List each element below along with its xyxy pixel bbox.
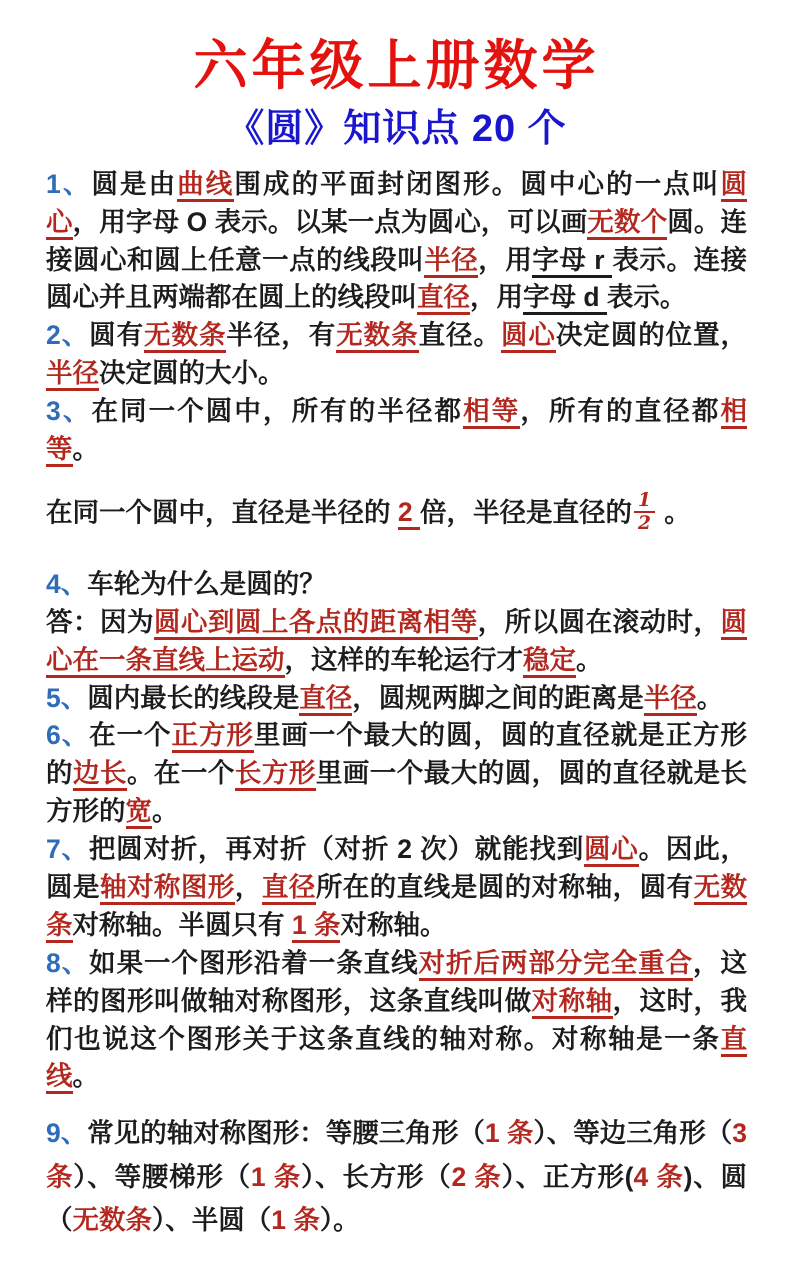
highlight-red-underline: 半径 <box>46 358 99 391</box>
text-run: 里画一个最大的圆，圆的直径就是长方形的 <box>46 758 748 827</box>
text-run: ，用字母 O 表示。以某一点为圆心，可以画 <box>72 206 588 237</box>
paragraph-p4-answer <box>46 604 747 680</box>
highlight-red-underline: 半径 <box>644 683 697 716</box>
highlight-red: 无数条 <box>72 1204 152 1235</box>
doc-paragraphs <box>46 166 747 1242</box>
text-run: ）、正方形( <box>501 1161 634 1192</box>
text-run: ）、半圆（ <box>152 1204 272 1235</box>
text-run: 半径，有 <box>226 320 337 351</box>
text-run: 。因此，圆是 <box>46 834 748 902</box>
paragraph-p6 <box>46 717 747 831</box>
highlight-red: 1 条 <box>271 1204 320 1235</box>
highlight-red-underline: 无数条 <box>336 320 418 353</box>
highlight-red-underline: 直径 <box>417 282 470 315</box>
text-run: ，这样的车轮运行才 <box>284 644 523 675</box>
text-run: 所在的直线是圆的对称轴，圆有 <box>315 871 694 902</box>
text-run: 。 <box>72 434 99 465</box>
paragraph-p1 <box>46 166 747 318</box>
highlight-red-underline: 2 <box>398 497 420 530</box>
highlight-red: 3 条 <box>46 1118 747 1192</box>
highlight-red-underline: 边长 <box>73 758 127 791</box>
text-run: 。 <box>656 497 691 528</box>
paragraph-p7 <box>46 831 747 945</box>
highlight-red: 1 条 <box>484 1118 534 1149</box>
text-run: 圆有 <box>89 320 145 351</box>
highlight-red-underline: 1 条 <box>292 910 341 943</box>
point-number: 1、 <box>46 168 92 199</box>
text-run: ，用 <box>470 282 523 313</box>
text-run: ，这样的图形叫做轴对称图形，这条直线叫做 <box>46 947 747 1016</box>
highlight-red-underline: 轴对称图形 <box>100 872 235 905</box>
text-run: ）、等腰梯形（ <box>73 1161 251 1192</box>
text-run: 在同一个圆中，直径是半径的 <box>46 497 398 528</box>
text-run: 。 <box>72 1061 99 1092</box>
highlight-red-underline: 圆心 <box>501 320 556 353</box>
highlight-red-underline: 相等 <box>46 396 747 467</box>
point-number: 9、 <box>46 1118 88 1149</box>
highlight-red-underline: 稳定 <box>523 645 576 678</box>
text-run: 里画一个最大的圆，圆的直径就是正方形的 <box>46 720 748 789</box>
text-run: 。在一个 <box>126 758 235 789</box>
text-run: 答：因为 <box>46 606 154 637</box>
text-run: 。 <box>576 644 603 675</box>
text-run: 对称轴。半圆只有 <box>72 909 292 940</box>
paragraph-p3 <box>46 393 747 469</box>
text-run: ，用 <box>478 244 533 275</box>
text-run: 圆是由 <box>91 168 178 199</box>
paragraph-p4 <box>46 566 747 604</box>
text-run: 。 <box>696 682 724 713</box>
highlight-red-underline: 圆心 <box>584 834 639 867</box>
highlight-red-underline: 半径 <box>424 245 478 278</box>
text-run: 直径。 <box>418 320 501 351</box>
fraction-denominator: 2 <box>637 513 651 535</box>
text-run: 车轮为什么是圆的？ <box>87 568 326 599</box>
highlight-red-underline: 无数条 <box>144 320 226 353</box>
paragraph-p9 <box>46 1112 747 1242</box>
text-run: ， <box>234 871 262 902</box>
highlight-black-underline: 字母 r <box>532 245 612 278</box>
highlight-red-underline: 圆心 <box>46 169 747 240</box>
fraction-one-half <box>634 491 655 534</box>
highlight-red-underline: 宽 <box>126 796 153 829</box>
highlight-red: 4 条 <box>633 1161 684 1192</box>
page-subtitle: 《圆》知识点 20 个 <box>226 108 567 151</box>
highlight-red-underline: 直径 <box>299 683 352 716</box>
page-title: 六年级上册数学 <box>193 33 600 97</box>
paragraph-d2r <box>46 489 747 536</box>
point-number: 5、 <box>46 682 88 713</box>
highlight-red-underline: 正方形 <box>172 720 254 753</box>
text-run: 。 <box>152 796 179 827</box>
text-run: 表示。 <box>606 282 687 313</box>
paragraph-p2 <box>46 317 747 393</box>
paragraph-p8 <box>46 945 747 1097</box>
paragraph-p5 <box>46 680 747 718</box>
text-run: ，圆规两脚之间的距离是 <box>352 682 644 713</box>
highlight-red-underline: 相等 <box>463 396 520 429</box>
text-run: 决定圆的位置， <box>555 320 748 351</box>
highlight-red: 2 条 <box>451 1161 502 1192</box>
highlight-red: 1 条 <box>250 1161 302 1192</box>
text-run: 倍，半径是直径的 <box>419 497 632 528</box>
point-number: 8、 <box>46 947 90 978</box>
point-number: 2、 <box>46 320 90 351</box>
highlight-red-underline: 长方形 <box>235 758 316 791</box>
highlight-red-underline: 直径 <box>262 872 316 905</box>
text-run: ，所以圆在滚动时， <box>477 606 721 637</box>
point-number: 7、 <box>46 834 89 865</box>
point-number: 4、 <box>46 568 88 599</box>
point-number: 3、 <box>46 396 92 427</box>
text-run: 如果一个图形沿着一条直线 <box>89 947 419 978</box>
highlight-red-underline: 圆心在一条直线上运动 <box>46 607 747 678</box>
text-run: ）。 <box>319 1204 360 1235</box>
text-run: 常见的轴对称图形：等腰三角形（ <box>87 1118 485 1149</box>
text-run: ）、长方形（ <box>301 1161 452 1192</box>
highlight-red-underline: 无数个 <box>587 207 667 240</box>
highlight-red-underline: 无数条 <box>46 872 747 943</box>
fraction-numerator: 1 <box>634 491 655 513</box>
text-run: 在同一个圆中，所有的半径都 <box>91 396 464 427</box>
highlight-red-underline: 对称轴 <box>532 986 613 1019</box>
text-run: 决定圆的大小。 <box>99 358 285 389</box>
text-run: 围成的平面封闭图形。圆中心的一点叫 <box>234 168 721 199</box>
text-run: 圆内最长的线段是 <box>87 682 300 713</box>
text-run: )、圆（ <box>46 1161 748 1235</box>
text-run: 把圆对折，再对折（对折 2 次）就能找到 <box>88 834 584 865</box>
text-run: 对称轴。 <box>340 909 447 940</box>
text-run: 圆。连接圆心和圆上任意一点的线段叫 <box>46 206 748 275</box>
highlight-black-underline: 字母 d <box>523 282 607 315</box>
text-run: ，这时，我们也说这个图形关于这条直线的轴对称。对称轴是一条 <box>46 985 748 1054</box>
point-number: 6、 <box>46 720 90 751</box>
text-run: 在一个 <box>89 720 172 751</box>
text-run: ）、等边三角形（ <box>533 1118 733 1149</box>
text-run: 表示。连接圆心并且两端都在圆上的线段叫 <box>46 244 748 313</box>
highlight-red-underline: 曲线 <box>177 169 234 202</box>
highlight-red-underline: 圆心到圆上各点的距离相等 <box>154 607 478 640</box>
highlight-red-underline: 直线 <box>46 1024 747 1095</box>
highlight-red-underline: 对折后两部分完全重合 <box>419 948 694 981</box>
text-run: ，所有的直径都 <box>520 396 721 427</box>
